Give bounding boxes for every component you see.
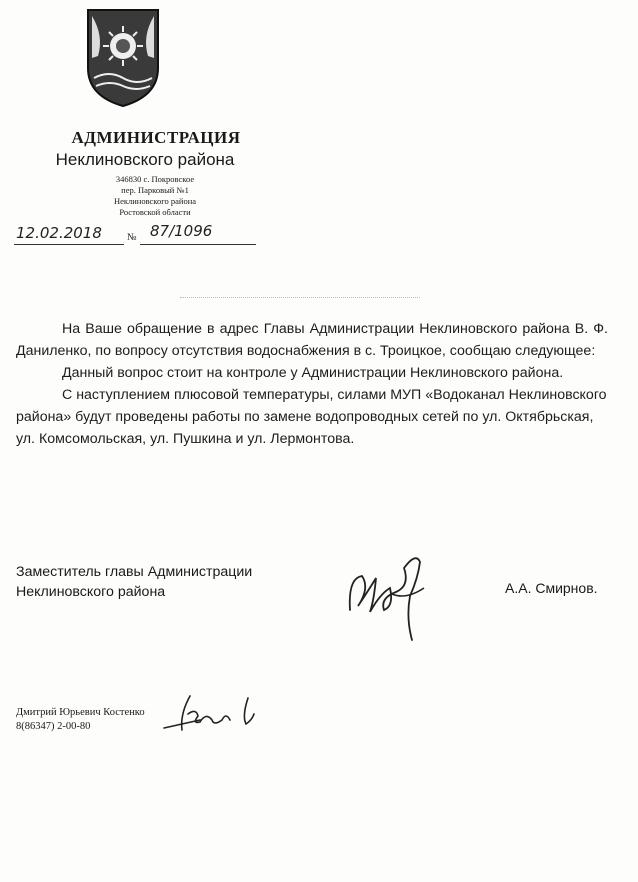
contact-name: Дмитрий Юрьевич Костенко xyxy=(16,707,145,718)
divider xyxy=(180,297,420,298)
address-line: Неклиновского района xyxy=(113,196,197,206)
outgoing-date: 12.02.2018 xyxy=(16,224,102,242)
date-underline xyxy=(14,244,124,245)
org-title: АДМИНИСТРАЦИЯ xyxy=(71,128,241,147)
handwritten-signature xyxy=(340,548,440,648)
body-paragraph: На Ваше обращение в адрес Главы Администрации Неклиновского района В. Ф. Даниленко, по вопросу отсутствия водоснабжения в с. Троицкое, сообщаю следующее: xyxy=(16,321,608,359)
address-line: Ростовской области xyxy=(119,207,191,217)
contact-phone: 8(86347) 2-00-80 xyxy=(16,721,91,732)
outgoing-date-number xyxy=(14,222,264,248)
coat-of-arms-emblem xyxy=(84,6,162,108)
org-subtitle: Неклиновского района xyxy=(55,150,235,169)
address-line: 346830 с. Покровское xyxy=(115,174,195,184)
number-underline xyxy=(140,244,256,245)
number-sign: № xyxy=(127,232,137,243)
letter-body xyxy=(16,318,608,450)
initials-signature xyxy=(160,690,270,740)
position-line: Заместитель главы Администрации xyxy=(16,564,253,580)
signatory-name: А.А. Смирнов. xyxy=(505,580,598,596)
outgoing-number: 87/1096 xyxy=(150,222,213,240)
address-line: пер. Парковый №1 xyxy=(121,185,189,195)
body-paragraph: Данный вопрос стоит на контроле у Администрации Неклиновского района. xyxy=(62,365,564,381)
body-paragraph: С наступлением плюсовой температуры, силами МУП «Водоканал Неклиновского района» будут проведены работы по замене водопроводных сетей по ул. Октябрьская, ул. Комсомольская, ул. Пушкина и ул. Лермонтова. xyxy=(16,387,607,447)
position-line: Неклиновского района xyxy=(16,584,166,600)
signatory-position xyxy=(16,562,296,602)
